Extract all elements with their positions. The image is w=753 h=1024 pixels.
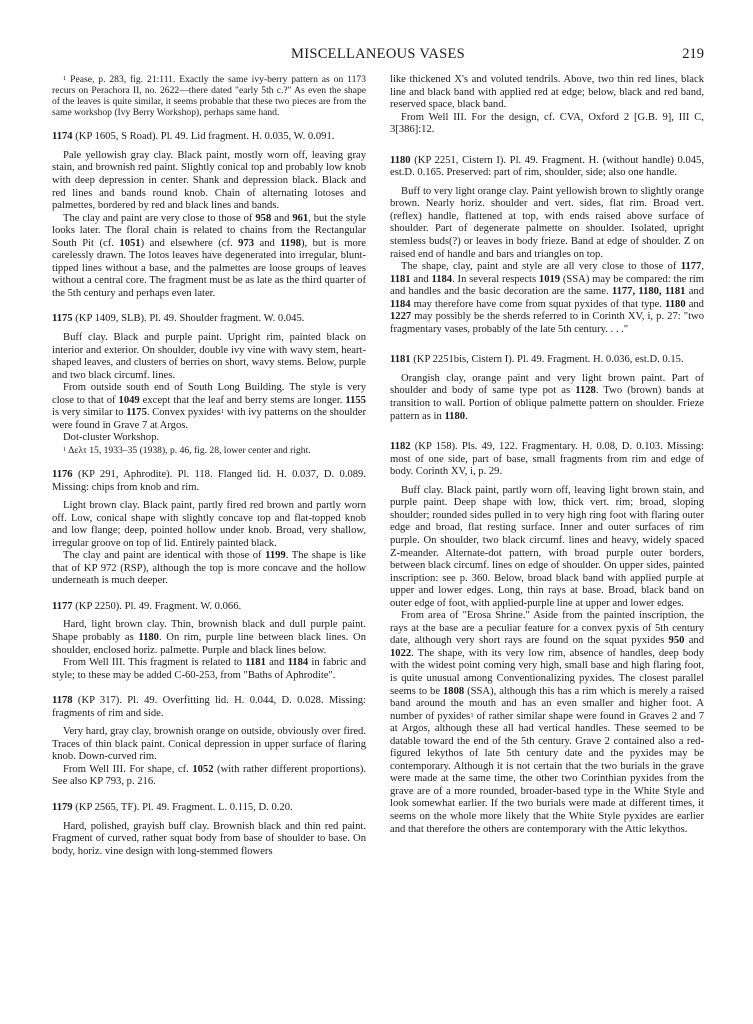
- entry-heading: 1179 (KP 2565, TF). Pl. 49. Fragment. L. 0.115, D. 0.20.: [52, 801, 293, 813]
- entry-paragraph: The shape, clay, paint and style are all very close to those of 1177, 1181 and 1184. In several respects 1019 (SSA) may be compared: the rim and handles and the basic decoration are the same. 1177, 1180, 1181 and 1184 may therefore have come from squat pyxides of that type. 1180 and 1227 may possibly be the sherds referred to in Corinth XV, i, p. 27: "two fragmentary vases, probably of the late 5th century. . . .": [390, 261, 704, 335]
- entry-heading: 1182 (KP 158). Pls. 49, 122. Fragmentary. H. 0.08, D. 0.103. Missing: most of one side, part of base, small fragments from rim and edge of body. Corinth XV, i, p. 29.: [390, 441, 704, 478]
- entry-heading: 1177 (KP 2250). Pl. 49. Fragment. W. 0.066.: [52, 600, 242, 612]
- cross-reference: 1180: [138, 631, 159, 643]
- entry-number: 1175: [52, 313, 73, 325]
- cross-reference: 1022: [390, 647, 412, 659]
- entry-number: 1176: [52, 468, 73, 480]
- entry-paragraph: The clay and paint are identical with those of 1199. The shape is like that of KP 972 (RSP), although the top is more concave and the hollow underneath is much deeper.: [52, 550, 366, 587]
- page-number: 219: [682, 46, 704, 62]
- cross-reference: 1808: [442, 685, 465, 697]
- right-column: [390, 74, 704, 836]
- entry-paragraph: Buff clay. Black and purple paint. Upright rim, painted black on interior and exterior. On shoulder, double ivy vine with wavy stem, heart-shaped leaves, and clusters of berries on short, wavy stems. Below, purple and two black circumf. lines.: [52, 332, 366, 381]
- entry-paragraph: From Well III. For shape, cf. 1052 (with rather different proportions). See also KP 793, p. 216.: [52, 763, 367, 788]
- catalogue-entry-1179: [52, 802, 366, 858]
- entry-number: 1178: [52, 695, 73, 707]
- catalogue-entry-1181: [390, 354, 704, 423]
- cross-reference: 1128: [575, 385, 596, 397]
- cross-reference: 1177, 1180, 1181: [611, 286, 686, 298]
- entry-number: 1179: [52, 801, 73, 813]
- entry-paragraph: Light brown clay. Black paint, partly fired red brown and partly worn off. Low, conical shape with slightly concave top and flat-topped knob and low flange; deep, pointed hollow under knob. Broad, very shallow, irregular groove on top of lid. Entirely painted black.: [52, 500, 366, 549]
- cross-reference: 1051: [119, 237, 141, 249]
- cross-reference: 1198: [280, 237, 301, 249]
- cross-reference: 1184: [390, 298, 411, 310]
- catalogue-entry-1182: [390, 441, 704, 836]
- cross-reference: 1155: [345, 394, 366, 406]
- cross-reference: 973: [238, 237, 255, 249]
- catalogue-entry-1176: [52, 469, 366, 588]
- cross-reference: 1049: [118, 394, 140, 406]
- entry-heading: 1180 (KP 2251, Cistern I). Pl. 49. Fragment. H. (without handle) 0.045, est.D. 0.165. Preserved: part of rim, shoulder, side; also one handle.: [390, 154, 704, 179]
- footnote-marker: 1: [220, 408, 225, 416]
- page-header: [52, 46, 704, 66]
- entry-heading: 1176 (KP 291, Aphrodite). Pl. 118. Flanged lid. H. 0.037, D. 0.089. Missing: chips from knob and rim.: [52, 468, 367, 493]
- catalogue-entry-1180: [390, 155, 704, 337]
- catalogue-entry-1178: [52, 695, 366, 789]
- entry-paragraph: Orangish clay, orange paint and very light brown paint. Part of shoulder and body of same type pot as 1128. Two (brown) bands at transition to wall. Portion of oblique palmette pattern on shoulder. Frieze pattern as in 1180.: [390, 372, 704, 422]
- entry-heading: 1181 (KP 2251bis, Cistern I). Pl. 49. Fragment. H. 0.036, est.D. 0.15.: [390, 354, 684, 366]
- entry-paragraph: From Well III. This fragment is related to 1181 and 1184 in fabric and style; to these may be added C-60-253, from "Baths of Aphrodite".: [52, 657, 367, 681]
- entry-heading: 1178 (KP 317). Pl. 49. Overfitting lid. H. 0.044, D. 0.028. Missing: fragments of rim and side.: [52, 695, 366, 719]
- entry-number: 1174: [52, 131, 73, 143]
- entry-paragraph: From outside south end of South Long Building. The style is very close to that of 1049 except that the leaf and berry stems are longer. 1155 is very similar to 1175. Convex pyxides$^1$ with ivy patterns on the shoulder were found in Grave 7 at Argos.: [52, 382, 367, 431]
- entry-paragraph: Buff clay. Black paint, partly worn off, leaving light brown stain, and purple paint. Deep shape with low, thick vert. rim; broad, sloping shoulder; rounded sides pulled in to very high ring foot with flaring outer edge and broad, flat resting surface. Inner and outer surfaces of rim purple. On shoulder, two black circumf. lines and heavy, widely spaced Z-meander. Alternate-dot pattern, with broad purple outer borders, between black circumf. lines on edge of shoulder. On upper sides, painted inscription: see p. 360. Below, broad black band with applied purple at upper and lower edges. Long, thin rays at base. Broad, black band on outer edge of foot, with applied-purple line at upper and lower edges.: [390, 484, 704, 609]
- cross-reference: 1184: [431, 273, 453, 285]
- entry-footnote: $^1$ Δελτ 15, 1933–35 (1938), p. 46, fig. 28, lower center and right.: [63, 444, 311, 456]
- cross-reference: 1052: [192, 763, 214, 775]
- cross-reference: 1199: [265, 550, 286, 562]
- cross-reference: 1227: [390, 311, 412, 323]
- catalogue-entry-1177: [52, 601, 366, 682]
- entry-paragraph: Buff to very light orange clay. Paint yellowish brown to slightly orange brown. Nearly horiz. shoulder and vert. sides, flat rim. Broad vert. (reflex) handle, flattened at top, with ends raised above surface of shoulder. Part of degenerate palmette on shoulder. Isolated, upright stemless buds(?) or leaves in body frieze. Band at edge of shoulder. Z on raised end of handle and bars and triangles on top.: [390, 185, 704, 260]
- workshop-attribution: Dot-cluster Workshop.: [63, 432, 160, 444]
- left-column: [52, 74, 366, 858]
- entry-heading: 1175 (KP 1409, SLB). Pl. 49. Shoulder fragment. W. 0.045.: [52, 313, 305, 325]
- cross-reference: 1184: [287, 657, 309, 669]
- entry-paragraph-continued: like thickened X's and voluted tendrils. Above, two thin red lines, black line and black band with applied red at edge; below, black and red band, reserved space, black band.: [390, 74, 704, 111]
- entry-paragraph: From area of "Erosa Shrine." Aside from the painted inscription, the rays at the base are a peculiar feature for a convex pyxis of 5th century date, although very short rays are found on the squat pyxides 950 and 1022. The shape, with its very low rim, absence of handles, deep body with the widest point coming very high, small base and high flaring foot, is quite unusual among Conventionalizing pyxides. The closest parallel seems to be 1808 (SSA), although this has a rim which is merely a raised band around the mouth and has an even smaller and higher foot. A number of pyxides$^1$ of rather similar shape were found in Graves 2 and 7 at Argos, although these all had vertical handles. These seemed to be datable toward the end of the 5th century. Grave 2 contained also a red-figured lekythos of late 5th century date and the pyxides may be contemporary. Although it is not certain that the two burials in the grave were made at the same time, the other two Corinthian pyxides from the grave are of a more rounded, broader-based type in the White Style and look somewhat earlier. If the two burials were made at different times, it seems on the whole more likely that the White Style pyxides are earlier and that therefore the others are contemporary with the Attic lekythos.: [390, 610, 704, 835]
- entry-paragraph: Hard, polished, grayish buff clay. Brownish black and thin red paint. Fragment of curved, rather squat body from base of shoulder to base. On body, horiz. vine design with long-stemmed flowers: [52, 820, 366, 857]
- entry-number: 1182: [390, 441, 411, 453]
- catalogue-entry-1174: [52, 131, 366, 300]
- cross-reference: 1019: [538, 273, 561, 285]
- cross-reference: 1175: [126, 407, 147, 419]
- entry-paragraph: Very hard, gray clay, brownish orange on outside, obviously over fired. Traces of thin black paint. Conical depression in upper surface of flaring knob. Down-curved rim.: [52, 726, 366, 763]
- running-title: MISCELLANEOUS VASES: [291, 46, 465, 62]
- entry-number: 1181: [390, 354, 411, 366]
- cross-reference: 1177: [680, 261, 702, 273]
- entry-paragraph: From Well III. For the design, cf. CVA, Oxford 2 [G.B. 9], III C, 3[386]:12.: [390, 111, 704, 136]
- cross-reference: 950: [668, 635, 685, 647]
- entry-paragraph: Pale yellowish gray clay. Black paint, mostly worn off, leaving gray stain, and brownish red paint. Slightly conical top and probably low knob with deep depression in center. Shank and depression black. Black and red lines and bands round knob. Chain of alternating lotoses and palmettes, bordered by red and black lines and bands.: [52, 149, 366, 212]
- entry-paragraph: Hard, light brown clay. Thin, brownish black and dull purple paint. Shape probably as 1180. On rim, purple line between black lines. On shoulder, enclosed horiz. palmette. Purple and black lines below.: [52, 619, 367, 656]
- footnote-top: $^1$ Pease, p. 283, fig. 21:111. Exactly the same ivy-berry pattern as on 1173 recurs on Perachora II, no. 2622—there dated "early 5th c.?" As even the shape of the leaves is quite similar, it seems probable that these two pieces are from the same workshop (Ivy Berry Workshop), perhaps same hand.: [52, 74, 366, 119]
- entry-paragraph: The clay and paint are very close to those of 958 and 961, but the style looks later. The floral chain is related to chains from the Rectangular South Pit (cf. 1051) and elsewhere (cf. 973 and 1198), but is more carelessly drawn. The lotos leaves have degenerated into irregular, blunt-tipped lines without a base, and the palmettes are loose groups of leaves without a central core. The fragment must be as late as the third quarter of the 5th century and perhaps even later.: [52, 212, 366, 299]
- cross-reference: 961: [292, 212, 309, 224]
- cross-reference: 1180: [665, 298, 686, 310]
- catalogue-entry-1175: [52, 313, 366, 455]
- cross-reference: 1181: [390, 273, 411, 285]
- entry-number: 1180: [390, 154, 411, 166]
- cross-reference: 958: [255, 212, 272, 224]
- entry-heading: 1174 (KP 1605, S Road). Pl. 49. Lid fragment. H. 0.035, W. 0.091.: [52, 131, 335, 143]
- footnote-marker: 1: [470, 711, 474, 719]
- cross-reference: 1181: [245, 657, 266, 669]
- cross-reference: 1180: [444, 410, 466, 422]
- entry-number: 1177: [52, 600, 73, 612]
